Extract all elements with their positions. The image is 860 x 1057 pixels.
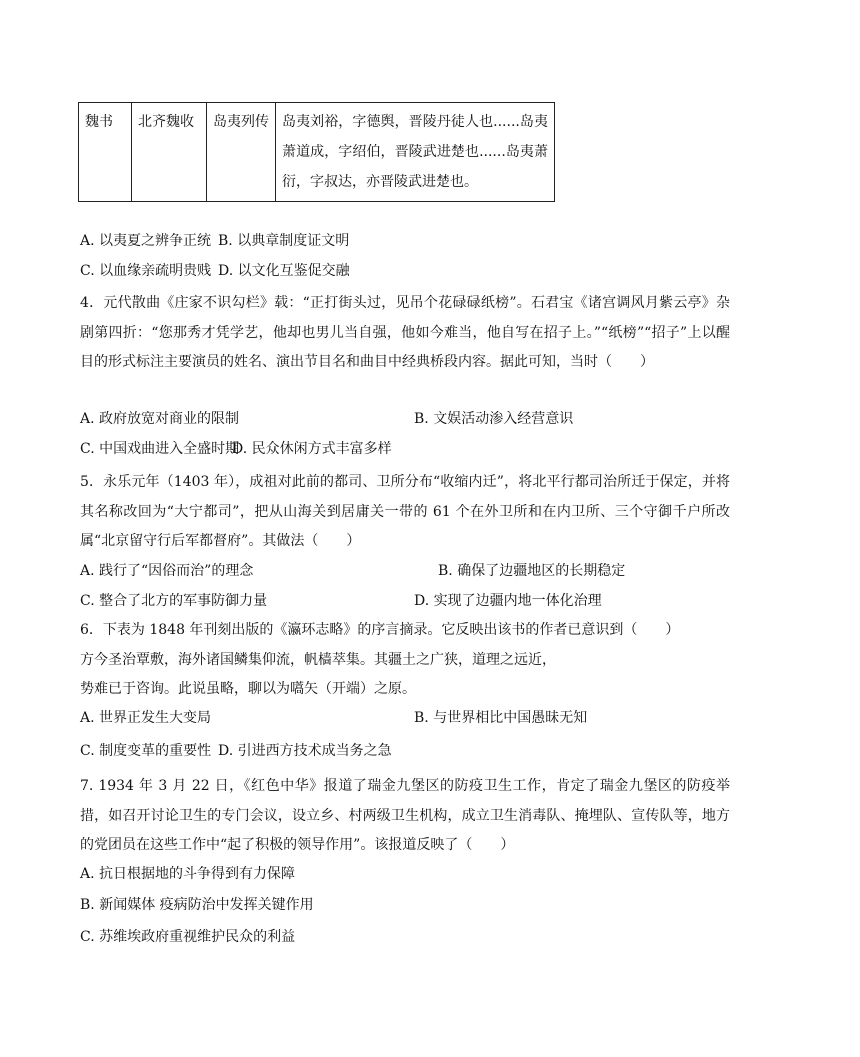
- q4-option-c[interactable]: C. 中国戏曲进入全盛时期: [80, 441, 240, 457]
- q4-option-d[interactable]: D. 民众休闲方式丰富多样: [232, 441, 392, 457]
- table-row: [79, 103, 555, 202]
- q7-option-a[interactable]: A. 抗日根据地的斗争得到有力保障: [80, 866, 296, 882]
- q5-stem: 5．永乐元年（1403 年），成祖对此前的都司、卫所分布“收缩内迁”，将北平行都司治所迁于保定，并将其名称改回为“大宁都司”，把从山海关到居庸关一带的 61 个在外卫所和在内卫所、三个守御千户所改属“北京留守行后军都督府”。其做法（ ）: [80, 474, 730, 549]
- q6-quote-line-2: 势难已于咨询。此说虽略，聊以为嚆矢（开端）之原。: [80, 681, 416, 697]
- q5-option-b[interactable]: B. 确保了边疆地区的长期稳定: [438, 563, 626, 579]
- q6-option-d[interactable]: D. 引进西方技术成当务之急: [218, 743, 392, 759]
- q3-option-d[interactable]: D. 以文化互鉴促交融: [218, 263, 350, 279]
- q3-option-c[interactable]: C. 以血缘亲疏明贵贱: [80, 263, 212, 279]
- table-cell-excerpt: 岛夷刘裕，字德舆，晋陵丹徒人也......岛夷萧道成，字绍伯，晋陵武进楚也......岛夷萧衍，字叔达，亦晋陵武进楚也。: [276, 103, 555, 202]
- q6-stem: 6．下表为 1848 年刊刻出版的《瀛环志略》的序言摘录。它反映出该书的作者已意识到（ ）: [80, 622, 680, 638]
- q4-option-b[interactable]: B. 文娱活动渗入经营意识: [414, 411, 574, 427]
- q4-option-a[interactable]: A. 政府放宽对商业的限制: [80, 411, 240, 427]
- table-cell-chapter: 岛夷列传: [207, 103, 276, 202]
- q6-option-c[interactable]: C. 制度变革的重要性: [80, 743, 212, 759]
- table-cell-author: 北齐魏收: [132, 103, 207, 202]
- q6-option-b[interactable]: B. 与世界相比中国愚昧无知: [414, 710, 588, 726]
- q4-stem: 4．元代散曲《庄家不识勾栏》载：“正打街头过，见吊个花碌碌纸榜”。石君宝《诸宫调风月紫云亭》杂剧第四折：“您那秀才凭学艺，他却也男儿当自强，他如今难当，他自写在招子上。”“纸榜”“招子”上以醒目的形式标注主要演员的姓名、演出节目名和曲目中经典桥段内容。据此可知，当时（ ）: [80, 295, 730, 370]
- q6-quote-line-1: 方今圣治覃敷，海外诸国鳞集仰流，帆樯萃集。其疆土之广狭，道理之远近，: [80, 652, 556, 668]
- q3-option-a[interactable]: A. 以夷夏之辨争正统: [80, 233, 212, 249]
- q7-option-c[interactable]: C. 苏维埃政府重视维护民众的利益: [80, 929, 296, 945]
- q7-option-b[interactable]: B. 新闻媒体 疫病防治中发挥关键作用: [80, 897, 314, 913]
- q5-option-a[interactable]: A. 践行了“因俗而治”的理念: [80, 563, 254, 579]
- source-table: [78, 102, 555, 202]
- q3-option-b[interactable]: B. 以典章制度证文明: [218, 233, 350, 249]
- q5-option-c[interactable]: C. 整合了北方的军事防御力量: [80, 593, 268, 609]
- q5-option-d[interactable]: D. 实现了边疆内地一体化治理: [414, 593, 602, 609]
- table-cell-book: 魏书: [79, 103, 132, 202]
- q6-option-a[interactable]: A. 世界正发生大变局: [80, 710, 212, 726]
- q7-stem: 7. 1934 年 3 月 22 日，《红色中华》报道了瑞金九堡区的防疫卫生工作，肯定了瑞金九堡区的防疫举措，如召开讨论卫生的专门会议，设立乡、村两级卫生机构，成立卫生消毒队、掩埋队、宣传队等，地方的党团员在这些工作中“起了积极的领导作用”。该报道反映了（ ）: [80, 778, 730, 853]
